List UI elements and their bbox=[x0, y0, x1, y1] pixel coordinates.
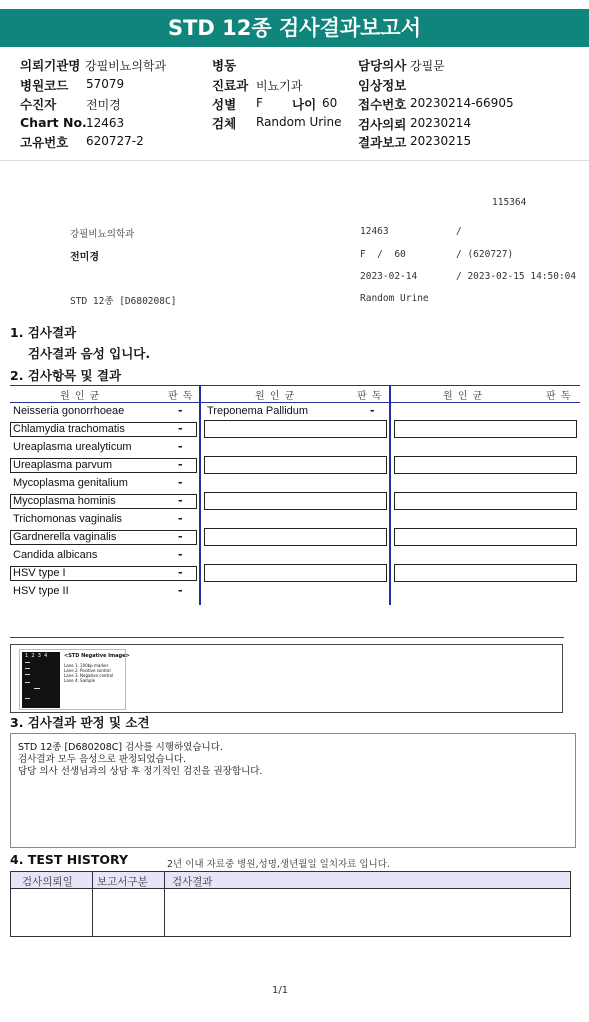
gel-lane-numbers: 1 2 3 4 bbox=[25, 653, 48, 659]
meta-code: 115364 bbox=[492, 197, 527, 208]
institution-label: 의뢰기관명 bbox=[20, 58, 81, 73]
report-title: STD 12종 검사결과보고서 bbox=[0, 9, 589, 47]
gel-legend-item: Lane 3. Negative control bbox=[64, 673, 114, 678]
organism-result: - bbox=[178, 458, 183, 471]
gel-image bbox=[19, 649, 130, 710]
section2-title: 2. 검사항목 및 결과 bbox=[10, 368, 122, 383]
opinion-line: 담당 의사 선생님과의 상담 후 정기적인 검진을 권장합니다. bbox=[18, 766, 263, 777]
organism-name: Neisseria gonorrhoeae bbox=[13, 405, 125, 417]
ward-label: 병동 bbox=[212, 58, 237, 73]
receipt-value: 20230214-66905 bbox=[410, 96, 514, 110]
request-label: 검사의뢰 bbox=[358, 117, 407, 132]
empty-row-box bbox=[394, 420, 577, 438]
opinion-line: STD 12종 [D680208C] 검사를 시행하였습니다. bbox=[18, 742, 223, 753]
meta-institution: 강필비뇨의학과 bbox=[70, 229, 135, 240]
organism-name: Mycoplasma genitalium bbox=[13, 477, 128, 489]
section1-title: 1. 검사결과 bbox=[10, 325, 77, 340]
meta-specimen: Random Urine bbox=[360, 293, 429, 304]
opinion-line: 검사결과 모두 음성으로 판정되었습니다. bbox=[18, 754, 187, 765]
organism-name: HSV type I bbox=[13, 567, 66, 579]
patient-label: 수진자 bbox=[20, 97, 57, 112]
gel-band bbox=[25, 668, 30, 669]
request-value: 20230214 bbox=[410, 116, 472, 130]
gel-title: <STD Negative Image> bbox=[64, 653, 130, 659]
empty-row-box bbox=[394, 528, 577, 546]
table-top-line bbox=[10, 385, 580, 386]
organism-result: - bbox=[178, 476, 183, 489]
page-number: 1/1 bbox=[272, 985, 289, 996]
organism-result: - bbox=[178, 530, 183, 543]
report-value: 20230215 bbox=[410, 134, 472, 148]
unique-value: 620727-2 bbox=[86, 134, 144, 148]
doctor-label: 담당의사 bbox=[358, 58, 407, 73]
sex-label: 성별 bbox=[212, 97, 237, 112]
organism-result: - bbox=[178, 494, 183, 507]
column-divider-2 bbox=[389, 386, 391, 605]
organism-result: - bbox=[178, 512, 183, 525]
empty-row-box bbox=[394, 492, 577, 510]
header-divider bbox=[0, 160, 589, 161]
empty-row-box bbox=[204, 456, 387, 474]
organism-name: Trichomonas vaginalis bbox=[13, 513, 123, 525]
organism-name: Treponema Pallidum bbox=[207, 405, 309, 417]
doctor-value: 강필문 bbox=[410, 59, 445, 73]
meta-test: STD 12종 [D680208C] bbox=[70, 296, 177, 307]
empty-row-box bbox=[394, 564, 577, 582]
hospital-code-value: 57079 bbox=[86, 77, 125, 91]
meta-date2: / 2023-02-15 14:50:04 bbox=[456, 271, 577, 282]
organism-result: - bbox=[370, 404, 375, 417]
sex-value: F bbox=[256, 96, 263, 110]
organism-name: Gardnerella vaginalis bbox=[13, 531, 117, 543]
empty-row-box bbox=[204, 420, 387, 438]
gel-band bbox=[25, 674, 30, 675]
meta-slash: / bbox=[456, 226, 462, 237]
organism-result: - bbox=[178, 422, 183, 435]
gel-band bbox=[25, 698, 30, 699]
patient-value: 전미경 bbox=[86, 98, 121, 112]
history-col-type: 보고서구분 bbox=[97, 876, 148, 888]
age-value: 60 bbox=[322, 96, 338, 110]
gel-legend-item: Lane 1. 100bp marker bbox=[64, 663, 109, 668]
gel-band bbox=[25, 662, 30, 663]
history-col-divider bbox=[164, 872, 165, 936]
department-value: 비뇨기과 bbox=[256, 79, 303, 93]
table-header-line bbox=[10, 402, 580, 403]
unique-label: 고유번호 bbox=[20, 135, 69, 150]
meta-birth: / (620727) bbox=[456, 249, 514, 260]
gel-legend-item: Lane 4. Sample bbox=[64, 678, 96, 683]
department-label: 진료과 bbox=[212, 78, 249, 93]
organism-name: Chlamydia trachomatis bbox=[13, 423, 125, 435]
organism-result: - bbox=[178, 584, 183, 597]
organism-result: - bbox=[178, 440, 183, 453]
col1-organism-header: 원 인 균 bbox=[60, 391, 101, 402]
column-divider-1 bbox=[199, 386, 201, 605]
meta-chart: 12463 bbox=[360, 226, 389, 237]
gel-legend-item: Lane 2. Positive control bbox=[64, 668, 111, 673]
empty-row-box bbox=[204, 492, 387, 510]
gel-band bbox=[25, 682, 30, 683]
section1-text: 검사결과 음성 입니다. bbox=[28, 346, 151, 361]
history-header-line bbox=[11, 888, 570, 889]
organism-name: Candida albicans bbox=[13, 549, 98, 561]
gel-photo bbox=[22, 652, 60, 708]
organism-name: HSV type II bbox=[13, 585, 69, 597]
report-label: 결과보고 bbox=[358, 135, 407, 150]
organism-name: Ureaplasma urealyticum bbox=[13, 441, 132, 453]
meta-date1: 2023-02-14 bbox=[360, 271, 418, 282]
organism-name: Ureaplasma parvum bbox=[13, 459, 113, 471]
meta-patient: 전미경 bbox=[70, 252, 99, 263]
col3-judgment-header: 판 독 bbox=[546, 391, 572, 402]
history-col-result: 검사결과 bbox=[172, 876, 213, 888]
col2-judgment-header: 판 독 bbox=[357, 391, 383, 402]
clinical-info-label: 임상정보 bbox=[358, 78, 407, 93]
section4-title: 4. TEST HISTORY bbox=[10, 852, 129, 867]
organism-result: - bbox=[178, 566, 183, 579]
col2-organism-header: 원 인 균 bbox=[255, 391, 296, 402]
empty-row-box bbox=[204, 564, 387, 582]
organism-result: - bbox=[178, 548, 183, 561]
empty-row-box bbox=[394, 456, 577, 474]
history-col-divider bbox=[92, 872, 93, 936]
meta-sex-age: F / 60 bbox=[360, 249, 406, 260]
history-note: 2년 이내 자료중 병원,성명,생년월일 일치자료 입니다. bbox=[167, 859, 390, 870]
hospital-code-label: 병원코드 bbox=[20, 78, 69, 93]
institution-value: 강필비뇨의학과 bbox=[85, 59, 167, 73]
section3-title: 3. 검사결과 판정 및 소견 bbox=[10, 715, 150, 730]
gel-band bbox=[34, 688, 40, 689]
history-col-date: 검사의뢰일 bbox=[22, 876, 73, 888]
organism-result: - bbox=[178, 404, 183, 417]
col3-organism-header: 원 인 균 bbox=[443, 391, 484, 402]
receipt-label: 접수번호 bbox=[358, 97, 407, 112]
specimen-label: 검체 bbox=[212, 116, 237, 131]
image-divider bbox=[10, 637, 564, 638]
col1-judgment-header: 판 독 bbox=[168, 391, 194, 402]
age-label: 나이 bbox=[292, 97, 317, 112]
chart-label: Chart No. bbox=[20, 115, 87, 130]
history-header-row bbox=[11, 872, 570, 888]
specimen-value: Random Urine bbox=[256, 115, 342, 129]
empty-row-box bbox=[204, 528, 387, 546]
organism-name: Mycoplasma hominis bbox=[13, 495, 116, 507]
chart-value: 12463 bbox=[86, 116, 125, 130]
